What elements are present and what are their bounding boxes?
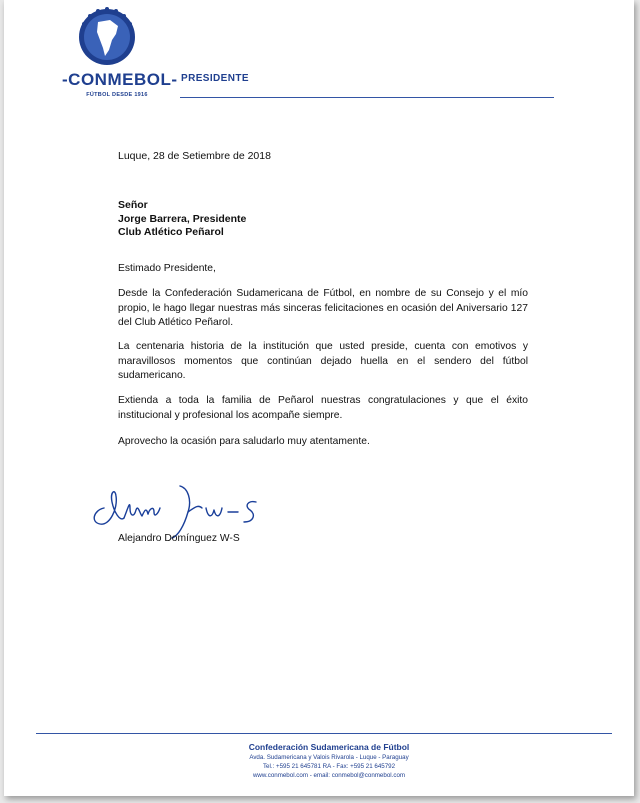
header-divider	[180, 97, 554, 98]
letter-footer	[209, 742, 449, 780]
conmebol-ball-logo-icon	[76, 4, 138, 68]
letter-paragraph	[118, 340, 528, 384]
paragraph-text: Aprovecho la ocasión para saludarlo muy atentamente.	[118, 436, 370, 447]
footer-address: Avda. Sudamericana y Valois Rivarola - Luque - Paraguay	[249, 754, 409, 761]
recipient-salutation: Señor	[118, 199, 148, 211]
recipient-club: Club Atlético Peñarol	[118, 226, 224, 238]
recipient-name: Jorge Barrera, Presidente	[118, 212, 247, 225]
recipient-block	[118, 199, 246, 240]
conmebol-wordmark: -CONMEBOL-	[62, 70, 178, 89]
conmebol-tagline: FÚTBOL DESDE 1916	[86, 92, 148, 98]
footer-web-email: www.conmebol.com - email: conmebol@conmebol.com	[252, 772, 406, 779]
paragraph-text: Extienda a toda la familia de Peñarol nuestras congratulaciones y que el éxito institucional y profesional los acompañe siempre.	[118, 395, 528, 421]
letter-paragraph	[118, 435, 528, 450]
letter-paragraph	[118, 287, 528, 331]
handwritten-signature	[84, 478, 264, 540]
letter-page	[4, 0, 634, 796]
signer-name: Alejandro Domínguez W-S	[118, 533, 240, 544]
footer-phones: Tel.: +595 21 645781 RA - Fax: +595 21 645792	[262, 763, 396, 770]
letterhead-office: PRESIDENTE	[181, 73, 249, 84]
letter-greeting: Estimado Presidente,	[118, 263, 216, 274]
footer-organization: Confederación Sudamericana de Fútbol	[248, 742, 410, 752]
paragraph-text: Desde la Confederación Sudamericana de Fútbol, en nombre de su Consejo y el mío propio, le hago llegar nuestras más sinceras felicitaciones en ocasión del Aniversario 127 del Club Atlético Peñarol.	[118, 288, 528, 328]
paragraph-text: La centenaria historia de la institución que usted preside, cuenta con emotivos y maravillosos momentos que continúan dejado huella en el sendero del fútbol sudamericano.	[118, 341, 528, 381]
footer-divider	[36, 733, 612, 734]
letter-paragraph	[118, 394, 528, 423]
letter-date: Luque, 28 de Setiembre de 2018	[118, 150, 271, 162]
